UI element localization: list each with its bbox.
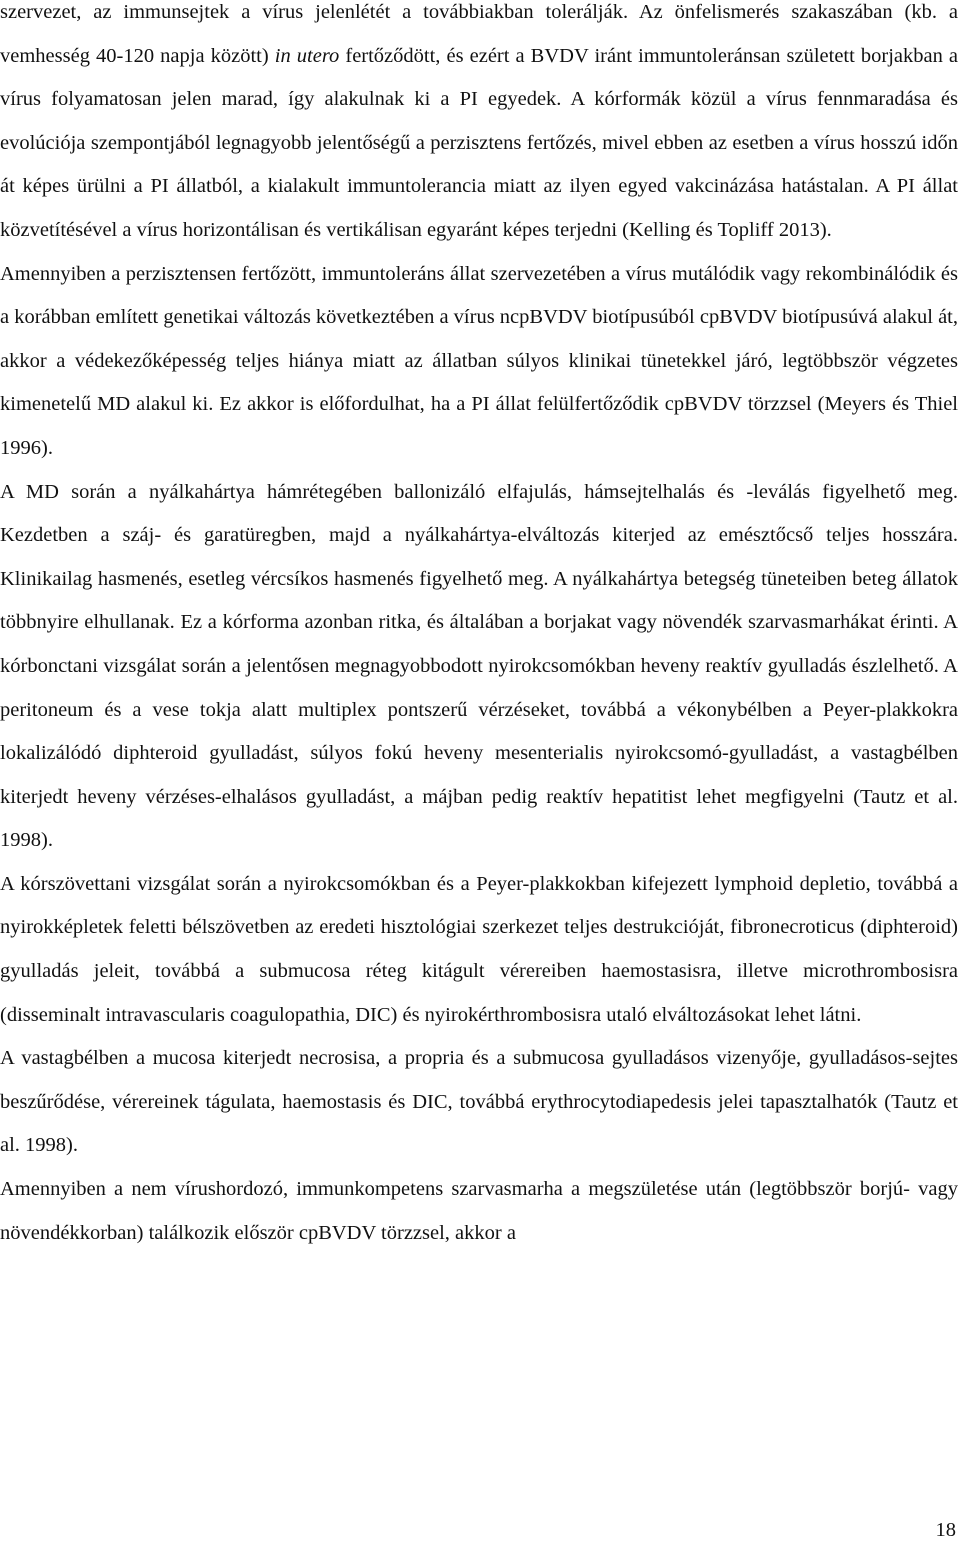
italic-phrase: in utero bbox=[274, 44, 340, 67]
paragraph-p6 bbox=[0, 1168, 958, 1255]
text-run: Amennyiben a nem vírushordozó, immunkompetens szarvasmarha a megszületése után (legtöbbször borjú- vagy növendékkorban) találkozik először cpBVDV törzzsel, akkor a bbox=[0, 1178, 958, 1244]
paragraph-p5 bbox=[0, 1037, 958, 1168]
paragraph-p1 bbox=[0, 0, 958, 253]
text-run: Amennyiben a perzisztensen fertőzött, immuntoleráns állat szervezetében a vírus mutálódik vagy rekombinálódik és a korábban említett genetikai változás következtében a vírus ncpBVDV biotípusúból cpBVDV biotípusúvá alakul át, akkor a védekezőképesség teljes hiánya miatt az állatban súlyos klinikai tünetekkel járó, legtöbbször végzetes kimenetelű MD alakul ki. Ez akkor is előfordulhat, ha a PI állat felülfertőződik cpBVDV törzzsel (Meyers és Thiel 1996). bbox=[0, 262, 958, 459]
text-run: A vastagbélben a mucosa kiterjedt necrosisa, a propria és a submucosa gyulladásos vizenyője, gyulladásos-sejtes beszűrődése, vérereinek tágulata, haemostasis és DIC, továbbá erythrocytodiapedesis jelei tapasztalhatók (Tautz et al. 1998). bbox=[0, 1047, 958, 1157]
text-run: A kórszövettani vizsgálat során a nyirokcsomókban és a Peyer-plakkokban kifejezett lymphoid depletio, továbbá a nyirokképletek feletti bélszövetben az eredeti hisztológiai szerkezet teljes destrukcióját, fibronecroticus (diphteroid) gyulladás jeleit, továbbá a submucosa réteg kitágult vérereiben haemostasisra, illetve microthrombosisra (disseminalt intravascularis coagulopathia, DIC) és nyirokérthrombosisra utaló elváltozásokat lehet látni. bbox=[0, 872, 958, 1026]
paragraph-p3 bbox=[0, 471, 958, 863]
text-run: fertőződött, és ezért a BVDV iránt immuntoleránsan született borjakban a vírus folyamatosan jelen marad, így alakulnak ki a PI egyedek. A kórformák közül a vírus fennmaradása és evolúciója szempontjából legnagyobb jelentőségű a perzisztens fertőzés, mivel ebben az esetben a vírus hosszú időn át képes ürülni a PI állatból, a kialakult immuntolerancia miatt az ilyen egyed vakcinázása hatástalan. A PI állat közvetítésével a vírus horizontálisan és vertikálisan egyaránt képes terjedni (Kelling és Topliff 2013). bbox=[0, 44, 959, 241]
paragraph-p4 bbox=[0, 863, 958, 1037]
paragraph-p2 bbox=[0, 253, 958, 471]
text-run: A MD során a nyálkahártya hámrétegében ballonizáló elfajulás, hámsejtelhalás és -leválás figyelhető meg. Kezdetben a száj- és garatüregben, majd a nyálkahártya-elváltozás kiterjed az emésztőcső teljes hosszára. Klinikailag hasmenés, esetleg vércsíkos hasmenés figyelhető meg. A nyálkahártya betegség tüneteiben beteg állatok többnyire elhullanak. Ez a kórforma azonban ritka, és általában a borjakat vagy növendék szarvasmarhákat érinti. A kórbonctani vizsgálat során a jelentősen megnagyobbodott nyirokcsomókban heveny reaktív gyulladás észlelhető. A peritoneum és a vese tokja alatt multiplex pontszerű vérzéseket, továbbá a vékonybélben a Peyer-plakkokra lokalizálódó diphteroid gyulladást, súlyos fokú heveny mesenterialis nyirokcsomó-gyulladást, a vastagbélben kiterjedt heveny vérzéses-elhalásos gyulladást, a májban pedig reaktív hepatitist lehet megfigyelni (Tautz et al. 1998). bbox=[0, 480, 958, 852]
page-number: 18 bbox=[935, 1519, 956, 1541]
text-run: szervezet, az immunsejtek a vírus jelenlétét a továbbiakban tolerálják. Az önfelismerés szakaszában (kb. a vemhesség 40-120 napja között) bbox=[0, 1, 958, 67]
